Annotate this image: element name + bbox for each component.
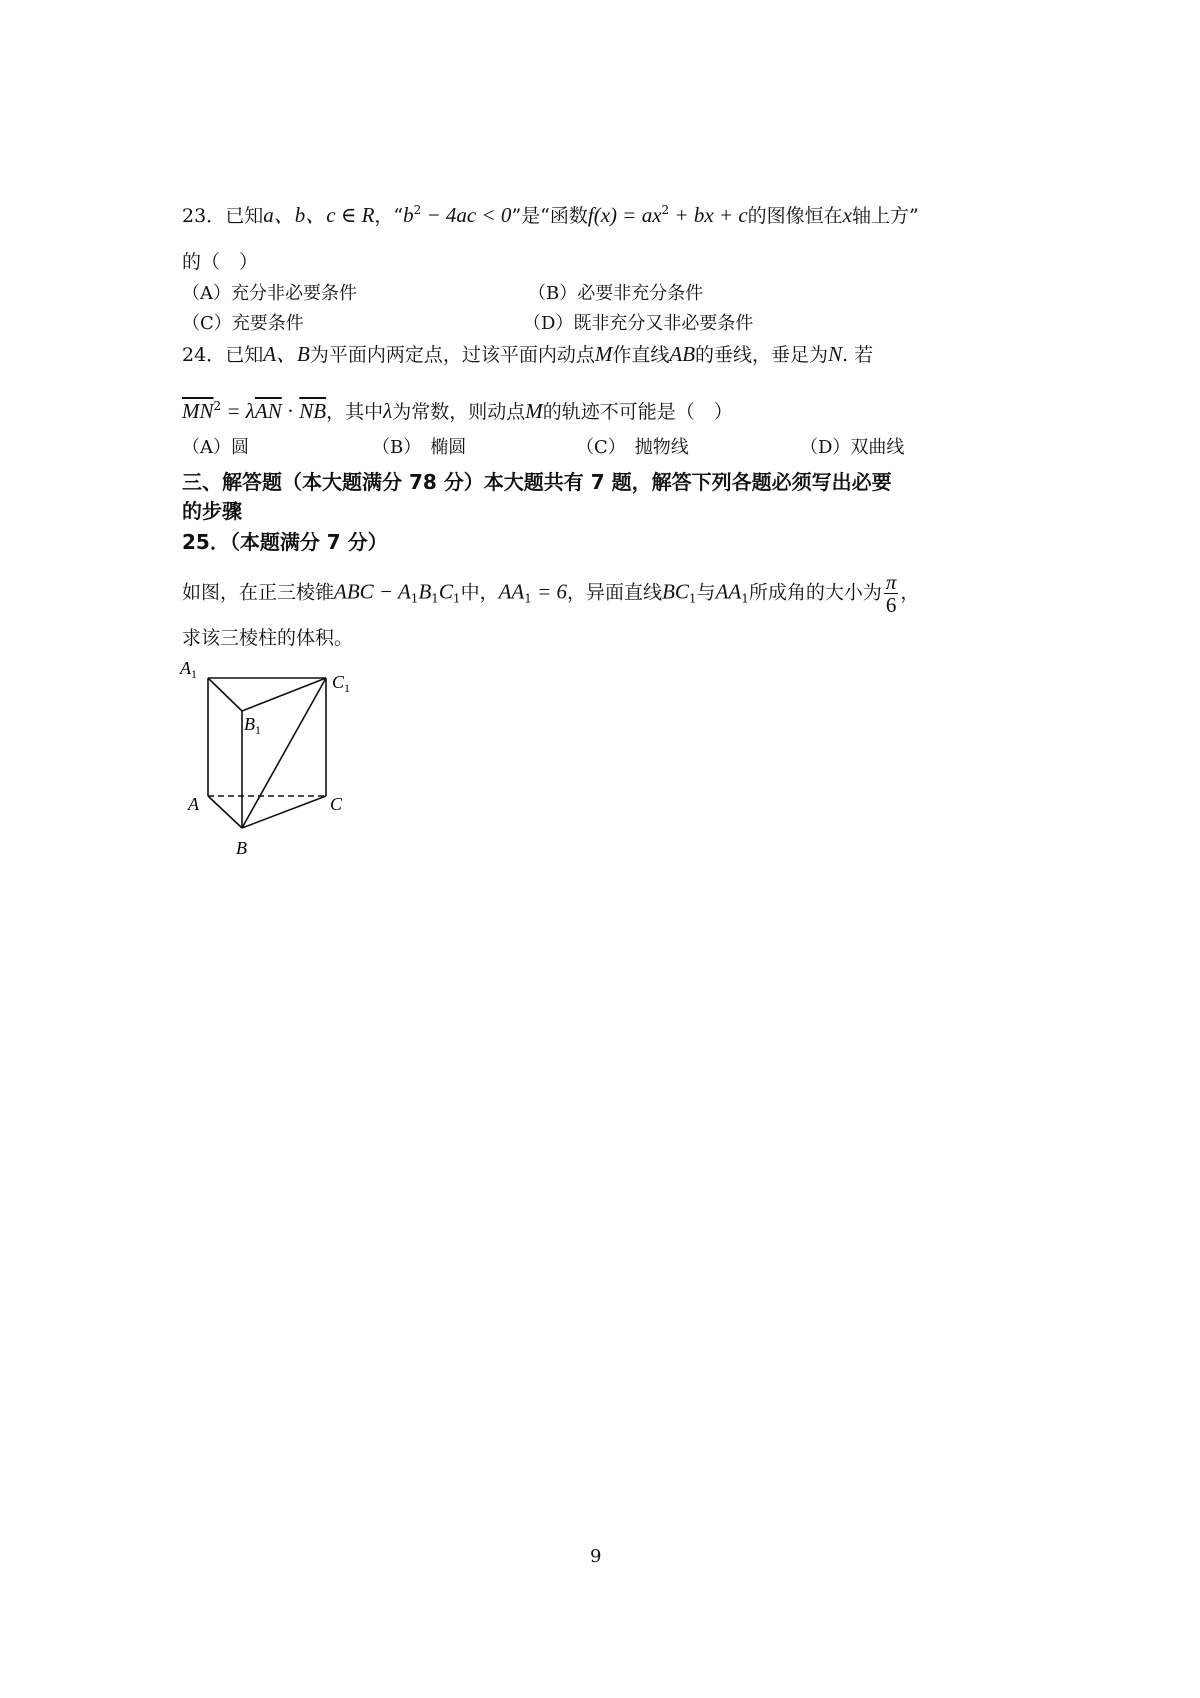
q24-option-a: （A）圆 xyxy=(182,437,249,458)
edge-b-c xyxy=(242,796,326,828)
page-number: 9 xyxy=(590,1546,602,1567)
section-3-heading-line-2: 的步骤 xyxy=(182,499,242,523)
edge-a-b xyxy=(208,796,242,828)
q23-line-1: 23．已知a、b、c ∈ R，“$b^2 - 4ac < 0$”是“函数$f(x) = ax^2$ + bx + c的图像恒在x轴上方” xyxy=(182,203,919,227)
label-b1: $B_1$ xyxy=(244,714,261,737)
label-a1: $A_1$ xyxy=(180,658,197,681)
section-3-heading-line-1: 三、解答题（本大题满分 78 分）本大题共有 7 题，解答下列各题必须写出必要 xyxy=(182,470,892,494)
q24-line-2: $\overline{MN}^2 = \lambda\overline{AN} \cdot \overline{NB}$，其中λ为常数，则动点M的轨迹不可能是（ ） xyxy=(182,399,733,423)
label-c: C xyxy=(330,794,343,814)
pi-over-6-fraction: $\frac{\pi}{6}$ xyxy=(885,570,897,617)
q25-line-2: 求该三棱柱的体积。 xyxy=(182,627,354,649)
q24-option-b: （B） 椭圆 xyxy=(372,437,467,458)
q23-option-d: （D）既非充分又非必要条件 xyxy=(523,313,754,334)
label-a: A xyxy=(188,794,199,814)
q23-option-a: （A）充分非必要条件 xyxy=(182,283,357,304)
q23-option-c: （C）充要条件 xyxy=(182,313,304,334)
label-c1: $C_1$ xyxy=(332,672,351,695)
q25-line-1: 如图，在正三棱锥ABC − $A_1B_1C_1$中，$AA_1 = 6$，异面直线$BC_1$与$AA_1$所成角的大小为 $\frac{\pi}{6}$ ， xyxy=(182,570,920,617)
q24-option-c: （C） 抛物线 xyxy=(576,437,689,458)
q23-option-b: （B）必要非充分条件 xyxy=(528,283,704,304)
label-b: B xyxy=(236,838,247,858)
q25-heading: 25．（本题满分 7 分） xyxy=(182,530,388,554)
triangular-prism-figure xyxy=(176,658,366,868)
edge-b-c1 xyxy=(242,678,326,828)
q24-line-1: 24．已知A、B为平面内两定点，过该平面内动点M作直线AB的垂线，垂足为N. 若 xyxy=(182,342,874,366)
q23-line-2: 的（ ） xyxy=(182,251,259,273)
edge-b1-c1 xyxy=(242,678,326,711)
q24-option-d: （D）双曲线 xyxy=(800,437,905,458)
edge-a1-b1 xyxy=(208,678,242,711)
